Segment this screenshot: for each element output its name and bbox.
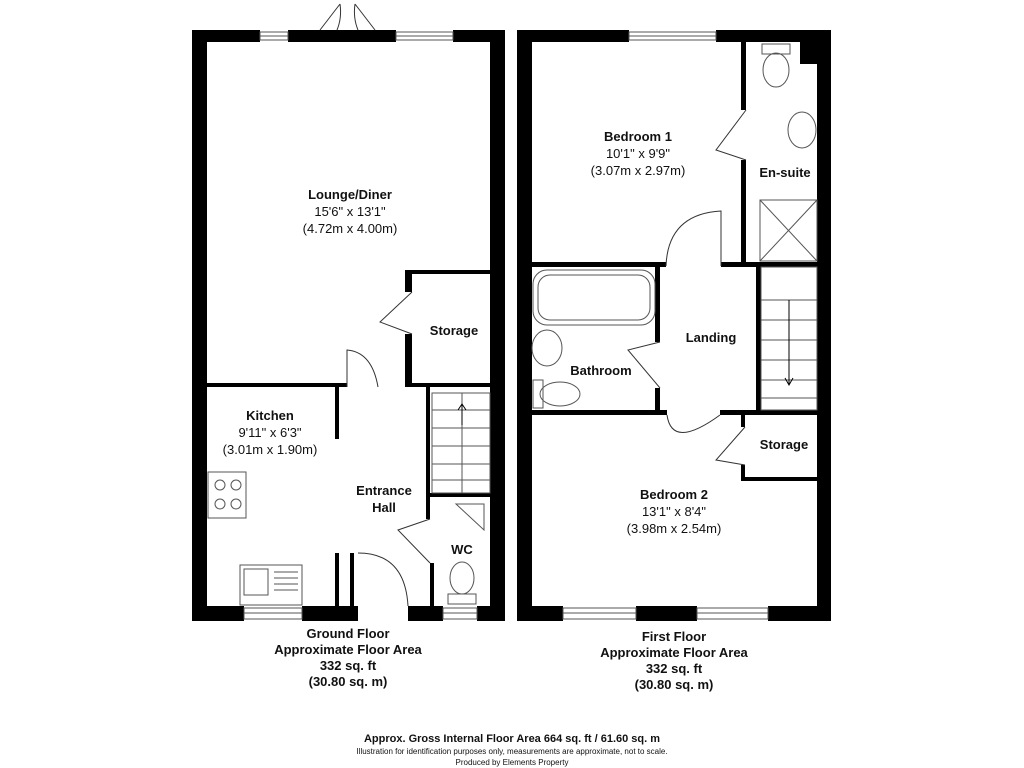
ground-floor-caption <box>248 626 448 690</box>
caption-area-imperial: 332 sq. ft <box>319 658 377 673</box>
room-dimension-metric: (3.01m x 1.90m) <box>222 442 318 457</box>
room-label-bedroom-1 <box>568 128 708 179</box>
room-label-wc <box>438 541 486 558</box>
room-label-landing <box>672 329 750 346</box>
room-label-storage-ground <box>416 322 492 339</box>
caption-subtitle: Approximate Floor Area <box>600 645 748 660</box>
room-name: Bedroom 1 <box>604 129 672 144</box>
kitchen-fixtures <box>208 472 302 605</box>
room-name: Storage <box>759 437 809 452</box>
caption-title: First Floor <box>641 629 707 644</box>
room-label-entrance-hall <box>343 482 425 516</box>
first-floor-stairs <box>761 267 817 410</box>
ensuite-fixtures <box>760 44 817 261</box>
bathroom-fixtures <box>532 270 655 408</box>
room-name-line1: Entrance <box>356 483 412 498</box>
room-name: Landing <box>685 330 737 345</box>
disclaimer-text: Illustration for identification purposes only, measurements are approximate, not to scale. <box>356 747 668 756</box>
room-dimension-imperial: 9'11" x 6'3" <box>238 425 302 440</box>
caption-title: Ground Floor <box>306 626 390 641</box>
room-name: Kitchen <box>246 408 294 423</box>
room-name: Storage <box>429 323 479 338</box>
room-label-storage-first <box>748 436 820 453</box>
room-dimension-imperial: 10'1" x 9'9" <box>605 146 671 161</box>
caption-area-metric: (30.80 sq. m) <box>634 677 714 692</box>
caption-area-imperial: 332 sq. ft <box>645 661 703 676</box>
room-dimension-metric: (3.98m x 2.54m) <box>626 521 722 536</box>
room-name: Lounge/Diner <box>308 187 392 202</box>
gross-area-text: Approx. Gross Internal Floor Area 664 sq. ft / 61.60 sq. m <box>363 733 661 745</box>
ground-floor-stairs <box>432 393 490 493</box>
room-dimension-metric: (4.72m x 4.00m) <box>302 221 398 236</box>
room-label-kitchen <box>200 407 340 458</box>
room-label-bathroom <box>560 362 642 379</box>
caption-subtitle: Approximate Floor Area <box>274 642 422 657</box>
room-name: Bathroom <box>570 363 632 378</box>
first-floor-caption <box>574 629 774 693</box>
caption-area-metric: (30.80 sq. m) <box>308 674 388 689</box>
producer-text: Produced by Elements Property <box>455 758 569 767</box>
room-label-lounge-diner <box>270 186 430 237</box>
room-dimension-imperial: 15'6" x 13'1" <box>314 204 386 219</box>
room-name-line2: Hall <box>372 500 396 515</box>
room-name: WC <box>451 542 473 557</box>
room-label-ensuite <box>749 164 821 181</box>
room-label-bedroom-2 <box>604 486 744 537</box>
room-name: Bedroom 2 <box>640 487 708 502</box>
room-dimension-imperial: 13'1" x 8'4" <box>641 504 707 519</box>
room-name: En-suite <box>759 165 811 180</box>
room-dimension-metric: (3.07m x 2.97m) <box>590 163 686 178</box>
